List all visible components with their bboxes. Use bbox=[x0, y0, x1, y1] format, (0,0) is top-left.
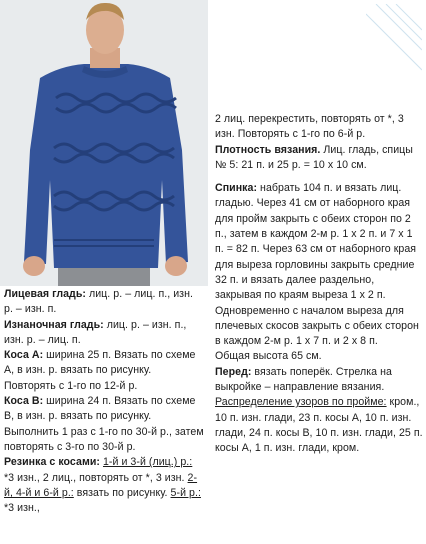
paragraph-back bbox=[215, 181, 423, 349]
term-cable-a: Коса А: bbox=[4, 349, 44, 362]
rows-1-3: 1-й и 3-й (лиц.) р.: bbox=[102, 456, 193, 469]
term-rib-cables: Резинка с косами: bbox=[4, 456, 100, 469]
paragraph-cable-b bbox=[4, 394, 204, 455]
right-text-column bbox=[215, 112, 423, 457]
term-front: Перед: bbox=[215, 365, 252, 378]
term-face-stitch: Лицевая гладь: bbox=[4, 288, 86, 300]
paragraph-front bbox=[215, 365, 423, 457]
paragraph-reverse-stitch bbox=[4, 318, 204, 349]
paragraph-face-stitch bbox=[4, 287, 204, 318]
rows-1-3-text: *3 изн., 2 лиц., повторять от *, 3 изн. bbox=[4, 471, 188, 484]
row-5-text: *3 изн., bbox=[4, 502, 40, 515]
sweater-photo bbox=[0, 0, 208, 286]
paragraph-rib-cables bbox=[4, 455, 204, 516]
term-gauge: Плотность вязания. bbox=[215, 143, 321, 156]
term-cable-b: Коса В: bbox=[4, 395, 44, 408]
paragraph-gauge bbox=[215, 143, 423, 174]
def-gauge: Лиц. гладь, спицы № 5: 21 п. и 25 р. = 10 х 10 см. bbox=[215, 143, 413, 171]
total-height: Общая высота 65 см. bbox=[215, 350, 322, 363]
def-front: вязать поперёк. Стрелка на выкройке – направление вязания. bbox=[215, 365, 392, 394]
rows-2-4-6-text: вязать по рисунку. bbox=[73, 486, 171, 499]
decorative-lines bbox=[366, 4, 422, 80]
def-cable-a: ширина 25 п. Вязать по схеме А, в изн. р. вязать по рисунку. Повторять с 1-го по 12-й р. bbox=[4, 349, 196, 392]
pattern-distribution: Распределение узоров по пройме: bbox=[215, 396, 387, 409]
def-face-stitch: лиц. р. – лиц. п., изн. р. – изн. п. bbox=[4, 288, 193, 316]
paragraph-continued: 2 лиц. перекрестить, повторять от *, 3 изн. Повторять с 1-го по 6-й р. bbox=[215, 113, 404, 141]
paragraph-cable-a bbox=[4, 348, 204, 394]
def-cable-b: ширина 24 п. Вязать по схеме В, в изн. р. вязать по рисунку. Выполнить 1 раз с 1-го по 30-й р., затем повторять с 3-го по 30-й р. bbox=[4, 395, 204, 453]
term-reverse-stitch: Изнаночная гладь: bbox=[4, 318, 104, 331]
pattern-distribution-text: кром., 10 п. изн. глади, 23 п. косы А, 10 п. изн. глади, 24 п. косы В, 10 п. изн. глади, 25 п. косы А, 1 п. изн. глади, кром. bbox=[215, 396, 423, 455]
def-reverse-stitch: лиц. р. – изн. п., изн. р. – лиц. п. bbox=[4, 318, 187, 346]
left-text-column bbox=[4, 287, 204, 516]
row-5: 5-й р.: bbox=[170, 486, 201, 499]
rows-2-4-6: 2-й, 4-й и 6-й р.: bbox=[4, 471, 198, 499]
def-back: набрать 104 п. и вязать лиц. гладью. Через 41 см от наборного края для пройм закрыть с обеих сторон по 2 п., затем в каждом 2-м р. 1 х 2 п. и 7 х 1 п. = 82 п. Через 63 см от наборного края для выреза горловины закрыть средние 32 п. и вязать далее раздельно, закрывая по краям выреза 1 х 2 п. Одновременно с началом выреза для плечевых скосов закрыть с обеих сторон в каждом 2-м р. 1 х 7 п. и 2 х 8 п. bbox=[215, 182, 419, 348]
term-back: Спинка: bbox=[215, 182, 258, 195]
